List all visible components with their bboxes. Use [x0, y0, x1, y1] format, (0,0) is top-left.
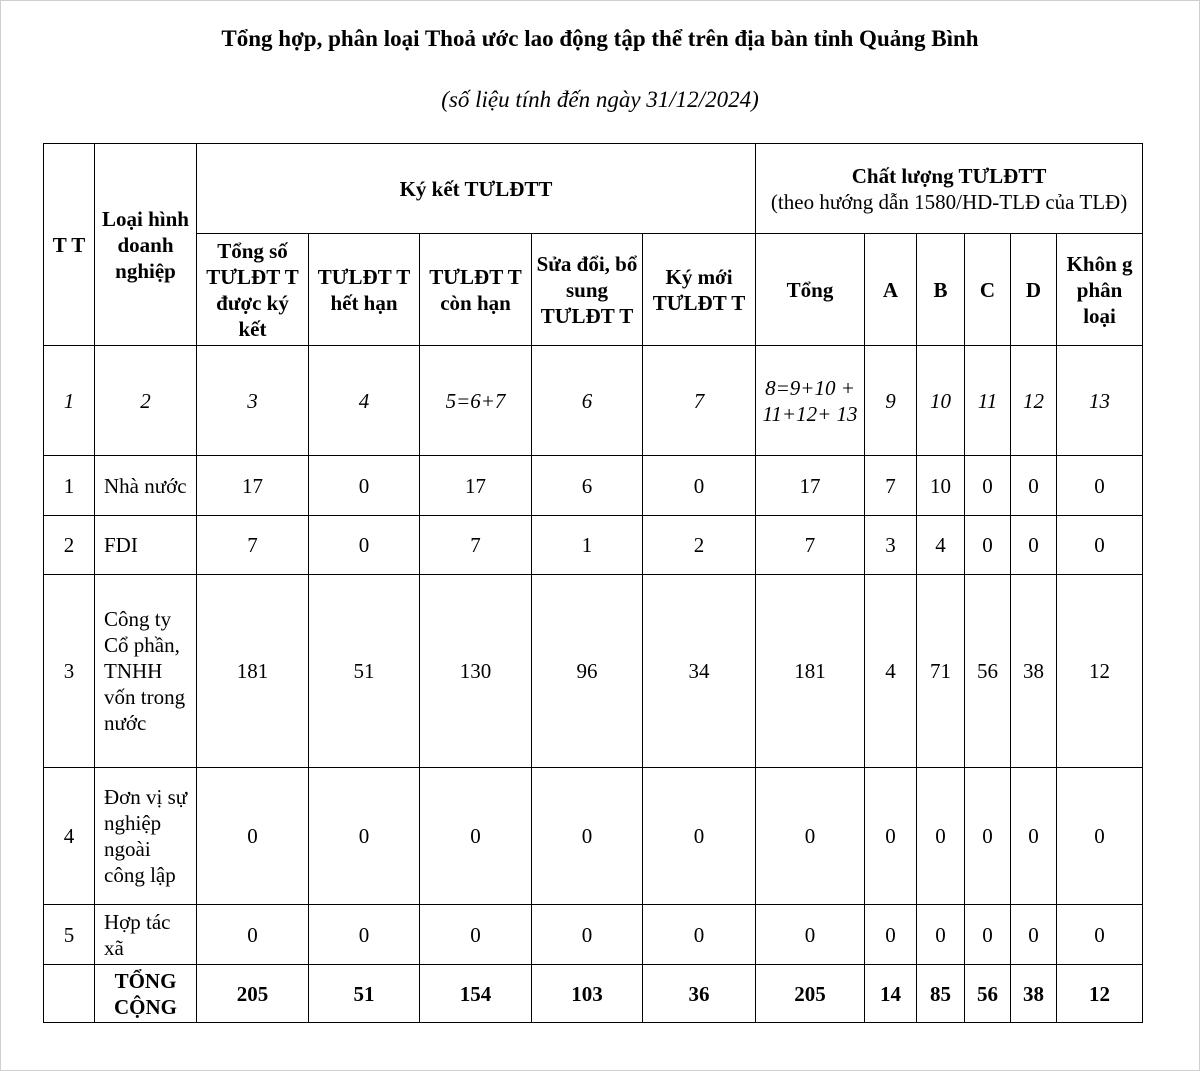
row-loai-hinh: Nhà nước [95, 456, 197, 516]
document-title: Tổng hợp, phân loại Thoả ước lao động tập thể trên địa bàn tỉnh Quảng Bình [221, 26, 979, 51]
header-het-han: TƯLĐT T hết hạn [309, 234, 420, 346]
total-value: 154 [420, 965, 532, 1023]
header-khong-phan-loai: Khôn g phân loại [1057, 234, 1143, 346]
index-cell: 1 [44, 346, 95, 456]
row-value: 0 [965, 456, 1011, 516]
row-value: 4 [865, 575, 917, 768]
header-c: C [965, 234, 1011, 346]
row-value: 7 [197, 516, 309, 575]
total-tt-cell [44, 965, 95, 1023]
row-loai-hinh: Đơn vị sự nghiệp ngoài công lập [95, 768, 197, 905]
total-row [44, 965, 1143, 1023]
row-value: 0 [917, 768, 965, 905]
header-ky-ket: Ký kết TƯLĐTT [197, 144, 756, 234]
row-value: 0 [532, 768, 643, 905]
row-value: 0 [1011, 516, 1057, 575]
row-value: 0 [309, 905, 420, 965]
index-cell: 9 [865, 346, 917, 456]
total-value: 38 [1011, 965, 1057, 1023]
row-value: 0 [965, 905, 1011, 965]
index-cell: 4 [309, 346, 420, 456]
index-cell: 13 [1057, 346, 1143, 456]
header-a: A [865, 234, 917, 346]
document-subtitle: (số liệu tính đến ngày 31/12/2024) [441, 87, 759, 112]
row-value: 10 [917, 456, 965, 516]
table-row [44, 516, 1143, 575]
row-value: 0 [643, 905, 756, 965]
row-value: 0 [965, 516, 1011, 575]
header-tong-so: Tổng số TƯLĐT T được ký kết [197, 234, 309, 346]
row-value: 0 [917, 905, 965, 965]
row-value: 1 [532, 516, 643, 575]
row-value: 0 [865, 768, 917, 905]
row-value: 0 [1011, 768, 1057, 905]
row-value: 38 [1011, 575, 1057, 768]
row-value: 181 [756, 575, 865, 768]
row-value: 71 [917, 575, 965, 768]
row-value: 0 [1057, 905, 1143, 965]
row-value: 17 [756, 456, 865, 516]
row-value: 0 [1057, 516, 1143, 575]
row-tt: 2 [44, 516, 95, 575]
total-value: 12 [1057, 965, 1143, 1023]
row-value: 4 [917, 516, 965, 575]
row-value: 7 [756, 516, 865, 575]
total-value: 205 [197, 965, 309, 1023]
table-row [44, 768, 1143, 905]
total-value: 36 [643, 965, 756, 1023]
row-value: 0 [1057, 456, 1143, 516]
row-value: 0 [756, 905, 865, 965]
row-value: 0 [420, 905, 532, 965]
row-value: 6 [532, 456, 643, 516]
column-index-row [44, 346, 1143, 456]
row-value: 17 [420, 456, 532, 516]
tuldtt-table [43, 143, 1143, 1023]
row-value: 0 [643, 456, 756, 516]
row-value: 0 [197, 905, 309, 965]
row-value: 0 [532, 905, 643, 965]
row-loai-hinh: Công ty Cổ phần, TNHH vốn trong nước [95, 575, 197, 768]
row-value: 0 [643, 768, 756, 905]
row-value: 0 [965, 768, 1011, 905]
row-value: 96 [532, 575, 643, 768]
row-value: 0 [865, 905, 917, 965]
row-tt: 5 [44, 905, 95, 965]
total-value: 103 [532, 965, 643, 1023]
header-loai-hinh: Loại hình doanh nghiệp [95, 144, 197, 346]
row-value: 181 [197, 575, 309, 768]
total-value: 205 [756, 965, 865, 1023]
table-row [44, 575, 1143, 768]
header-tong: Tổng [756, 234, 865, 346]
row-value: 0 [756, 768, 865, 905]
header-tt: T T [44, 144, 95, 346]
row-tt: 1 [44, 456, 95, 516]
header-ky-moi: Ký mới TƯLĐT T [643, 234, 756, 346]
row-value: 0 [1011, 905, 1057, 965]
row-value: 56 [965, 575, 1011, 768]
header-chat-luong-title: Chất lượng TƯLĐTT [851, 163, 1047, 188]
index-cell: 12 [1011, 346, 1057, 456]
row-value: 0 [197, 768, 309, 905]
index-cell: 7 [643, 346, 756, 456]
index-cell: 5=6+7 [420, 346, 532, 456]
header-con-han: TƯLĐT T còn hạn [420, 234, 532, 346]
row-value: 12 [1057, 575, 1143, 768]
header-chat-luong-note: (theo hướng dẫn 1580/HD-TLĐ của TLĐ) [770, 189, 1128, 214]
header-d: D [1011, 234, 1057, 346]
index-cell: 2 [95, 346, 197, 456]
total-value: 14 [865, 965, 917, 1023]
row-tt: 3 [44, 575, 95, 768]
row-loai-hinh: FDI [95, 516, 197, 575]
index-cell: 11 [965, 346, 1011, 456]
table-row [44, 905, 1143, 965]
table-row [44, 456, 1143, 516]
row-value: 0 [309, 768, 420, 905]
total-value: 85 [917, 965, 965, 1023]
header-b: B [917, 234, 965, 346]
total-value: 56 [965, 965, 1011, 1023]
index-cell: 10 [917, 346, 965, 456]
row-value: 0 [1011, 456, 1057, 516]
row-loai-hinh: Hợp tác xã [95, 905, 197, 965]
row-value: 7 [420, 516, 532, 575]
row-value: 0 [309, 516, 420, 575]
total-label: TỔNG CỘNG [95, 965, 197, 1023]
row-tt: 4 [44, 768, 95, 905]
header-chat-luong [756, 144, 1143, 234]
row-value: 34 [643, 575, 756, 768]
row-value: 2 [643, 516, 756, 575]
row-value: 0 [309, 456, 420, 516]
row-value: 130 [420, 575, 532, 768]
row-value: 0 [420, 768, 532, 905]
row-value: 17 [197, 456, 309, 516]
row-value: 51 [309, 575, 420, 768]
index-cell: 6 [532, 346, 643, 456]
index-cell: 8=9+10 + 11+12+ 13 [756, 346, 865, 456]
row-value: 0 [1057, 768, 1143, 905]
header-sua-doi: Sửa đổi, bổ sung TƯLĐT T [532, 234, 643, 346]
row-value: 3 [865, 516, 917, 575]
total-value: 51 [309, 965, 420, 1023]
index-cell: 3 [197, 346, 309, 456]
row-value: 7 [865, 456, 917, 516]
